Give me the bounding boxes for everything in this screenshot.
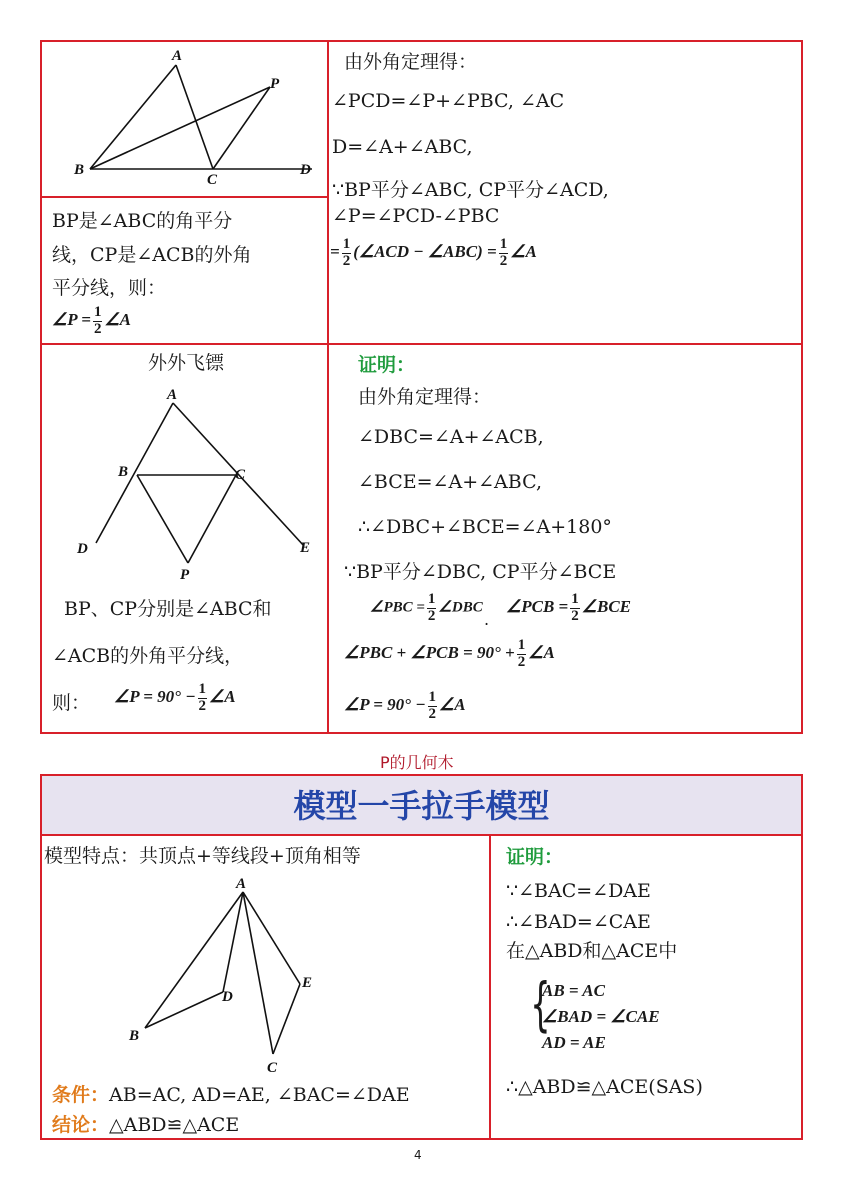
s1-rf-den1: 2 bbox=[342, 252, 351, 269]
s2-eq2-prefix: ∠PCB = bbox=[506, 597, 569, 617]
s2-proof-line-4: ∴∠DBC+∠BCE=∠A+180° bbox=[358, 516, 612, 538]
figure-hand-in-hand bbox=[110, 870, 330, 1080]
s3-condition-label: 条件： bbox=[52, 1084, 110, 1106]
fig1-label-d: D bbox=[300, 162, 311, 178]
s1-left-line-1: BP是∠ABC的角平分 bbox=[52, 210, 233, 232]
s1-formula-num: 1 bbox=[93, 304, 102, 320]
s1-rf-den2: 2 bbox=[499, 252, 508, 269]
s2-lf-den: 2 bbox=[198, 697, 207, 714]
s2-eq4-num: 1 bbox=[428, 689, 437, 705]
s2-lf-suffix: ∠A bbox=[209, 687, 236, 707]
s2-title: 外外飞镖 bbox=[148, 352, 225, 374]
table1-border-right bbox=[801, 40, 803, 734]
s2-proof-line-2: ∠DBC=∠A+∠ACB, bbox=[358, 426, 544, 448]
table1-divider-middle bbox=[40, 343, 803, 345]
s1-right-line-4: ∵BP平分∠ABC, CP平分∠ACD, bbox=[332, 179, 609, 201]
s1-formula-prefix: ∠P = bbox=[52, 310, 91, 330]
s2-left-line-3: 则： bbox=[52, 692, 91, 714]
s2-lf-prefix: ∠P = 90° − bbox=[114, 687, 196, 707]
s2-left-formula bbox=[114, 682, 236, 715]
s3-proof-line-1: ∵∠BAC=∠DAE bbox=[506, 880, 651, 902]
fig3-label-d: D bbox=[222, 989, 233, 1005]
s3-system-line-2: ∠BAD = ∠CAE bbox=[542, 1007, 660, 1026]
s2-eq1-prefix: ∠PBC = bbox=[370, 599, 425, 616]
fig3-label-b: B bbox=[129, 1028, 140, 1044]
s3-proof-line-2: ∴∠BAD=∠CAE bbox=[506, 911, 651, 933]
s3-system-line-3: AD = AE bbox=[542, 1033, 606, 1052]
s3-conclusion-text: △ABD≌△ACE bbox=[109, 1114, 240, 1136]
s1-rf-prefix: = bbox=[330, 242, 340, 262]
s2-proof-line-1: 由外角定理得： bbox=[358, 386, 492, 408]
fig1-label-p: P bbox=[270, 76, 280, 92]
s3-condition-text: AB=AC, AD=AE, ∠BAC=∠DAE bbox=[109, 1084, 410, 1106]
s3-proof-conclusion: ∴△ABD≌△ACE(SAS) bbox=[506, 1076, 703, 1098]
s2-eq2 bbox=[506, 592, 631, 625]
s2-eq1-den: 2 bbox=[427, 607, 436, 624]
page-number: 4 bbox=[414, 1148, 422, 1162]
table2-border-right bbox=[801, 774, 803, 1140]
s1-rf-suffix: ∠A bbox=[510, 242, 537, 262]
s2-eq2-num: 1 bbox=[571, 591, 579, 607]
s2-eq3 bbox=[344, 638, 555, 671]
s1-right-formula bbox=[330, 237, 537, 270]
s2-proof-line-3: ∠BCE=∠A+∠ABC, bbox=[358, 471, 542, 493]
s2-proof-label: 证明： bbox=[358, 354, 416, 376]
fig3-label-c: C bbox=[267, 1060, 278, 1076]
fig2-label-b: B bbox=[118, 464, 129, 480]
s1-right-line-3: D=∠A+∠ABC, bbox=[332, 136, 473, 158]
fig2-label-c: C bbox=[235, 467, 246, 483]
table1-divider-vertical bbox=[327, 40, 329, 734]
s3-proof-line-3: 在△ABD和△ACE中 bbox=[506, 940, 678, 962]
s1-rf-num2: 1 bbox=[499, 236, 508, 252]
s2-eq3-den: 2 bbox=[517, 653, 526, 670]
s2-eq4-den: 2 bbox=[428, 705, 437, 722]
s2-eq1-separator: . bbox=[484, 610, 490, 629]
s1-left-line-2: 线，CP是∠ACB的外角 bbox=[52, 244, 252, 266]
s1-right-line-5: ∠P=∠PCD-∠PBC bbox=[332, 205, 500, 227]
s2-left-line-1: BP、CP分别是∠ABC和 bbox=[64, 598, 272, 620]
s2-eq1-suffix: ∠DBC bbox=[438, 599, 483, 616]
table2-divider-banner bbox=[40, 834, 803, 836]
s1-left-line-3: 平分线，则： bbox=[52, 277, 167, 299]
s1-rf-num1: 1 bbox=[342, 236, 351, 252]
s3-condition bbox=[52, 1086, 410, 1105]
s2-eq1-num: 1 bbox=[427, 591, 436, 607]
s2-left-line-2: ∠ACB的外角平分线， bbox=[52, 645, 244, 667]
figure-outer-dart bbox=[42, 378, 327, 584]
s2-lf-num: 1 bbox=[198, 681, 207, 697]
table2-divider-vertical bbox=[489, 834, 491, 1140]
s3-system-line-1: AB = AC bbox=[542, 981, 605, 1000]
figure-angle-bisector bbox=[42, 42, 327, 196]
table2-border-top bbox=[40, 774, 803, 776]
fig2-label-a: A bbox=[167, 387, 178, 403]
fig1-label-a: A bbox=[172, 48, 183, 64]
fig2-label-d: D bbox=[77, 541, 88, 557]
s1-left-formula bbox=[52, 305, 131, 338]
table2-border-left bbox=[40, 774, 42, 1140]
s2-eq3-num: 1 bbox=[517, 637, 526, 653]
s3-system-brace: { bbox=[530, 970, 551, 1038]
s2-eq2-den: 2 bbox=[571, 607, 579, 624]
s2-eq4-prefix: ∠P = 90° − bbox=[344, 695, 426, 715]
s2-proof-line-5: ∵BP平分∠DBC, CP平分∠BCE bbox=[344, 561, 617, 583]
s2-eq1 bbox=[370, 592, 483, 625]
author-signature: P的几何木 bbox=[380, 753, 454, 772]
s2-eq4-suffix: ∠A bbox=[439, 695, 466, 715]
model-title: 模型一手拉手模型 bbox=[293, 787, 550, 825]
s1-formula-den: 2 bbox=[93, 320, 102, 337]
s2-eq3-prefix: ∠PBC + ∠PCB = 90° + bbox=[344, 643, 515, 663]
s1-right-line-1: 由外角定理得： bbox=[344, 51, 478, 73]
fig1-label-c: C bbox=[207, 172, 218, 188]
table1-divider-left-sub bbox=[40, 196, 329, 198]
fig2-label-p: P bbox=[180, 567, 190, 583]
fig3-label-a: A bbox=[236, 876, 247, 892]
s3-features: 模型特点：共顶点+等线段+顶角相等 bbox=[44, 845, 361, 867]
s3-conclusion-label: 结论： bbox=[52, 1114, 110, 1136]
s3-proof-label: 证明： bbox=[506, 846, 564, 868]
s1-rf-mid: (∠ACD − ∠ABC) = bbox=[353, 242, 497, 262]
s2-eq4 bbox=[344, 690, 466, 723]
s1-right-line-2: ∠PCD=∠P+∠PBC, ∠AC bbox=[332, 90, 565, 112]
fig3-label-e: E bbox=[302, 975, 313, 991]
fig1-label-b: B bbox=[74, 162, 85, 178]
table2-border-bottom bbox=[40, 1138, 803, 1140]
s2-eq3-suffix: ∠A bbox=[528, 643, 555, 663]
s3-conclusion bbox=[52, 1116, 239, 1135]
s2-eq2-suffix: ∠BCE bbox=[581, 597, 632, 617]
table1-border-bottom bbox=[40, 732, 803, 734]
s1-formula-suffix: ∠A bbox=[104, 310, 132, 330]
fig2-label-e: E bbox=[300, 540, 311, 556]
